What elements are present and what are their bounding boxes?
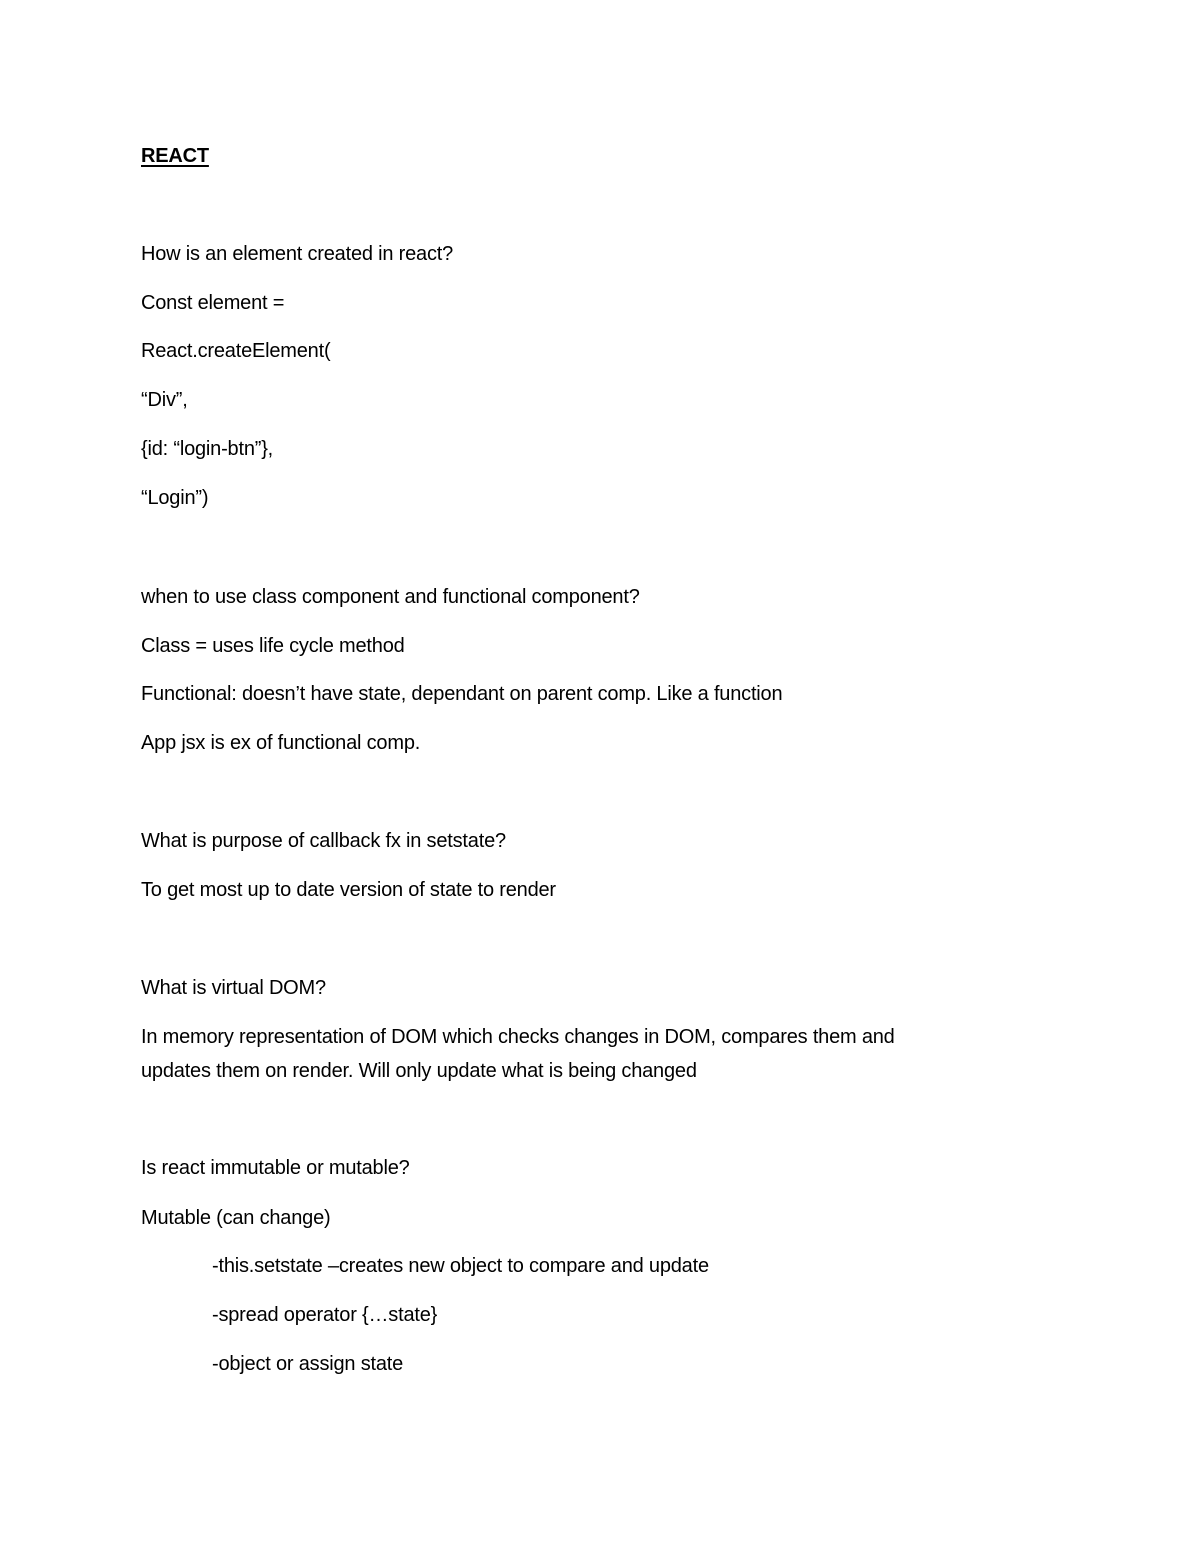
question-virtual-dom: What is virtual DOM?: [141, 977, 326, 999]
bullet-item: -object or assign state: [212, 1353, 404, 1375]
answer-line: “Div”,: [141, 389, 188, 411]
question-class-vs-functional: when to use class component and functional component?: [141, 586, 640, 608]
page-title: REACT: [141, 145, 209, 167]
answer-line: To get most up to date version of state to render: [141, 879, 556, 901]
answer-line: Functional: doesn’t have state, dependant on parent comp. Like a function: [141, 683, 783, 705]
answer-line: updates them on render. Will only update what is being changed: [141, 1060, 697, 1082]
question-immutable-mutable: Is react immutable or mutable?: [141, 1157, 410, 1179]
answer-line: In memory representation of DOM which checks changes in DOM, compares them and: [141, 1026, 895, 1048]
answer-line: Const element =: [141, 292, 285, 314]
answer-line: Mutable (can change): [141, 1207, 331, 1229]
answer-line: App jsx is ex of functional comp.: [141, 732, 421, 754]
bullet-item: -this.setstate –creates new object to compare and update: [212, 1255, 709, 1277]
answer-line: “Login”): [141, 487, 209, 509]
answer-line: Class = uses life cycle method: [141, 635, 405, 657]
question-callback-setstate: What is purpose of callback fx in setstate?: [141, 830, 506, 852]
answer-line: React.createElement(: [141, 340, 331, 362]
question-create-element: How is an element created in react?: [141, 243, 454, 265]
bullet-item: -spread operator {…state}: [212, 1304, 438, 1326]
answer-line: {id: “login-btn”},: [141, 438, 274, 460]
